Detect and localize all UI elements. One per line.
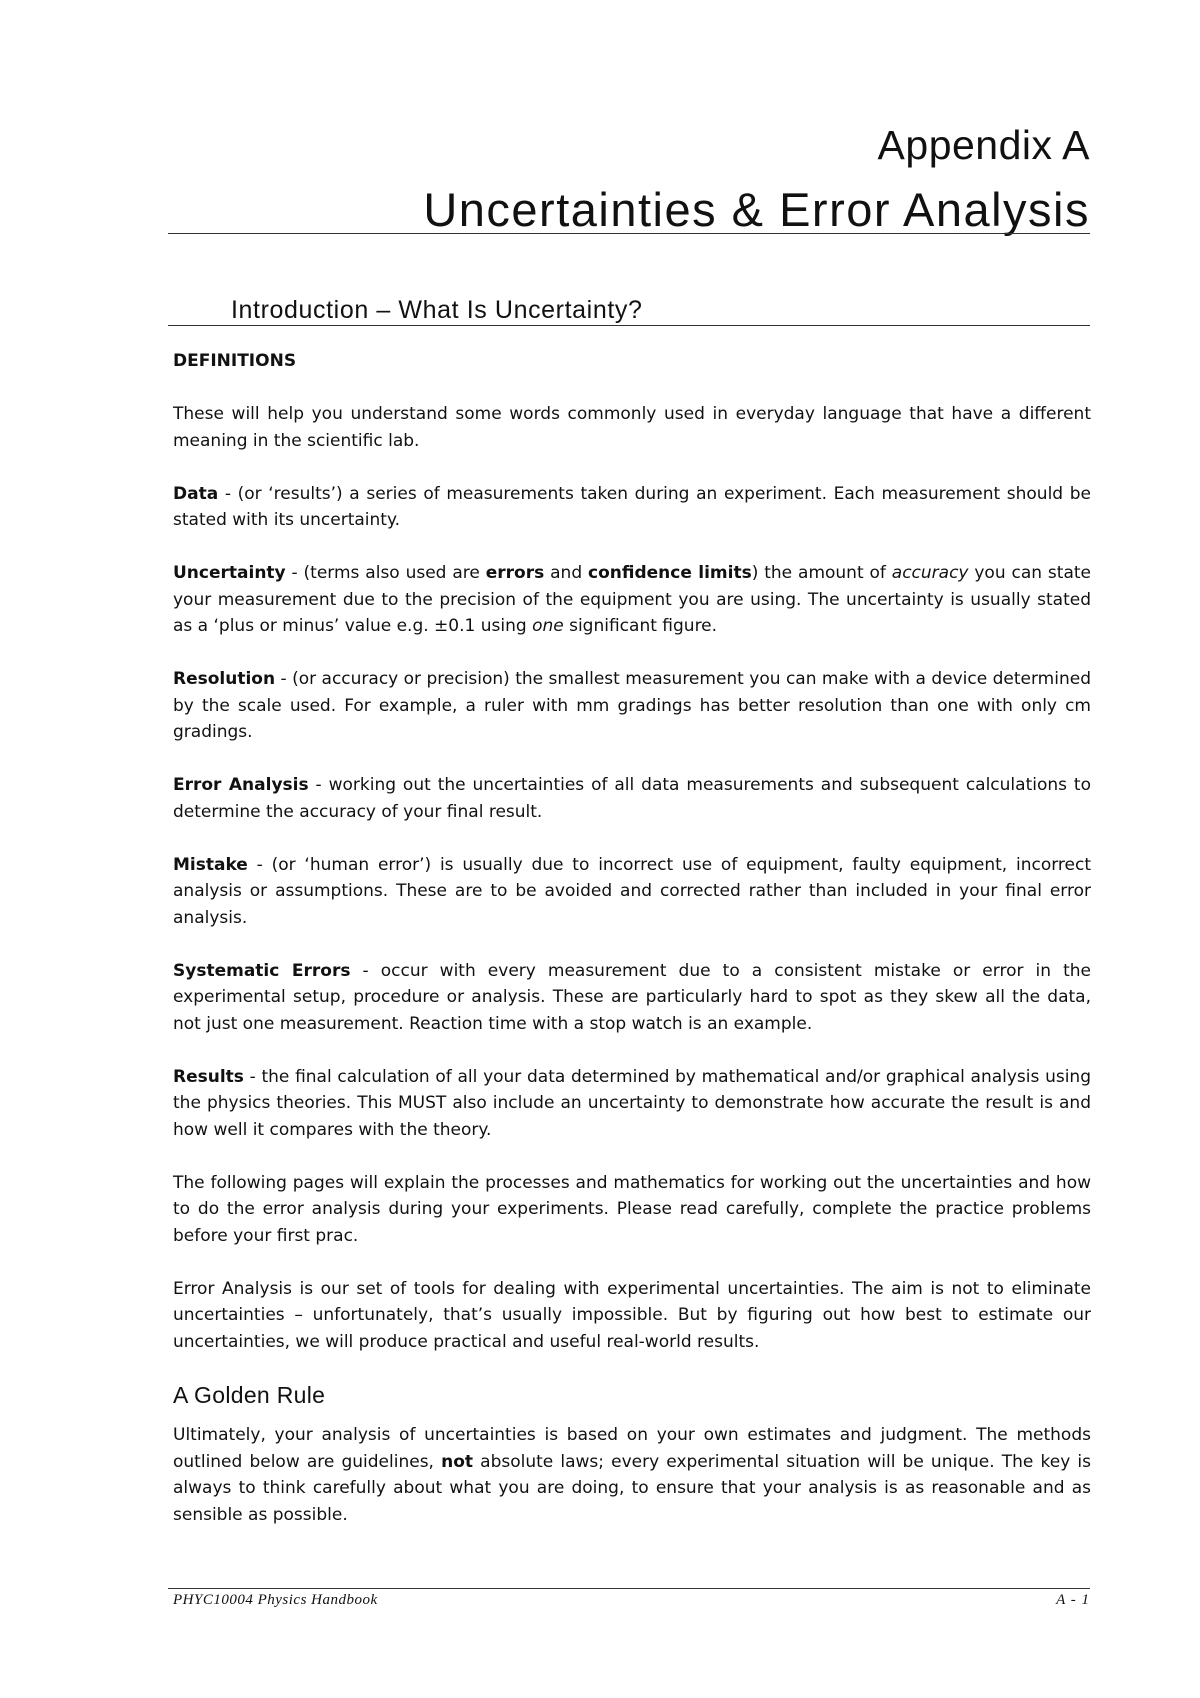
definitions-intro: These will help you understand some words commonly used in everyday language that have a different meaning in the scientific lab. (173, 404, 1091, 451)
page-title: Uncertainties & Error Analysis (423, 183, 1090, 236)
footer-divider (168, 1588, 1090, 1589)
term-errors: errors (485, 563, 545, 583)
footer-page-number: A - 1 (1056, 1592, 1090, 1608)
emphasis-one: one (532, 616, 564, 636)
tools-paragraph: Error Analysis is our set of tools for dealing with experimental uncertainties. The aim is not to eliminate uncertainties – unfortunately, that’s usually impossible. But by figuring out how best to estimate our uncertainties, we will produce practical and useful real-world results. (173, 1278, 1091, 1352)
term-systematic-errors: Systematic Errors (173, 960, 351, 981)
footer-course-title: PHYC10004 Physics Handbook (173, 1592, 378, 1608)
golden-rule-not: not (441, 1451, 474, 1472)
definition-error-analysis-text: - working out the uncertainties of all data measurements and subsequent calculations to determine the accuracy of your final result. (173, 775, 1091, 822)
definition-mistake (173, 852, 1091, 932)
definition-data (173, 481, 1091, 534)
definition-systematic-errors (173, 958, 1091, 1038)
body-text (173, 348, 1091, 1555)
following-paragraph: The following pages will explain the processes and mathematics for working out the uncertainties and how to do the error analysis during your experiments. Please read carefully, complete the practice problems before your first prac. (173, 1172, 1091, 1246)
definition-uncertainty-text-2: and (544, 563, 588, 583)
term-confidence-limits: confidence limits (588, 563, 752, 583)
definition-uncertainty-text-4: you can state your measurement due to the precision of the equipment you are using. The uncertainty is usually stated as a ‘plus or minus’ value e.g. ±0.1 using (173, 563, 1091, 636)
definition-resolution-text: - (or accuracy or precision) the smallest measurement you can make with a device determined by the scale used. For example, a ruler with mm gradings has better resolution than one with only cm gradings. (173, 669, 1091, 742)
golden-rule-paragraph (173, 1422, 1091, 1528)
term-resolution: Resolution (173, 669, 276, 689)
emphasis-accuracy: accuracy (891, 563, 969, 583)
section-heading: Introduction – What Is Uncertainty? (231, 296, 643, 324)
definition-results (173, 1064, 1091, 1144)
golden-rule-text-2: absolute laws; every experimental situation will be unique. The key is always to think carefully about what you are doing, to ensure that your analysis is as reasonable and as sensible as possible. (173, 1451, 1091, 1525)
definitions-heading: DEFINITIONS (173, 351, 297, 371)
term-uncertainty: Uncertainty (173, 563, 286, 583)
term-mistake: Mistake (173, 854, 248, 875)
definition-error-analysis (173, 772, 1091, 825)
appendix-label: Appendix A (877, 122, 1090, 168)
golden-rule-text-1: Ultimately, your analysis of uncertainties is based on your own estimates and judgment. The methods outlined below are guidelines, (173, 1425, 1091, 1472)
definition-uncertainty-text-5: significant figure. (563, 616, 718, 636)
definition-resolution (173, 666, 1091, 746)
definition-uncertainty-text-3: ) the amount of (751, 563, 892, 583)
definition-data-text: - (or ‘results’) a series of measurements taken during an experiment. Each measurement should be stated with its uncertainty. (173, 483, 1091, 530)
term-data: Data (173, 483, 219, 504)
golden-rule-heading: A Golden Rule (173, 1381, 326, 1408)
definition-uncertainty (173, 560, 1091, 640)
title-divider (168, 233, 1090, 234)
definition-mistake-text: - (or ‘human error’) is usually due to incorrect use of equipment, faulty equipment, incorrect analysis or assumptions. These are to be avoided and corrected rather than included in your final error analysis. (173, 854, 1091, 928)
definition-uncertainty-text-1: - (terms also used are (285, 563, 486, 583)
term-error-analysis: Error Analysis (173, 775, 309, 795)
term-results: Results (173, 1066, 244, 1087)
section-divider (168, 325, 1090, 326)
definition-systematic-errors-text: - occur with every measurement due to a consistent mistake or error in the experimental setup, procedure or analysis. These are particularly hard to spot as they skew all the data, not just one measurement. Reaction time with a stop watch is an example. (173, 960, 1091, 1034)
definition-results-text: - the final calculation of all your data determined by mathematical and/or graphical analysis using the physics theories. This MUST also include an uncertainty to demonstrate how accurate the result is and how well it compares with the theory. (173, 1066, 1091, 1140)
